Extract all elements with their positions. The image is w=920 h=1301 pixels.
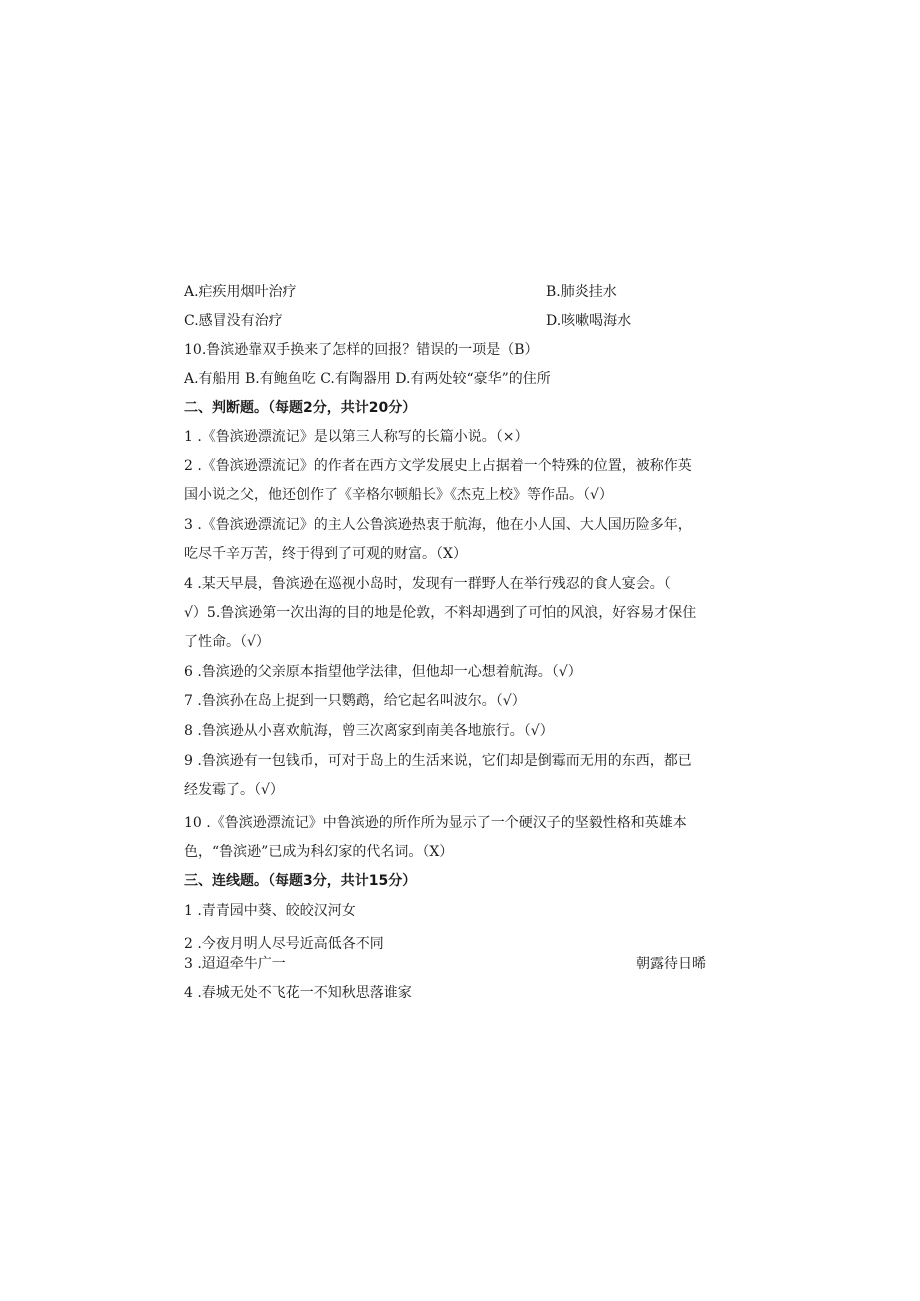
judge-line: 1 .《鲁滨逊漂流记》是以第三人称写的长篇小说。（×） xyxy=(184,429,529,445)
judge-line: 8 .鲁滨逊从小喜欢航海，曾三次离家到南美各地旅行。（√） xyxy=(184,723,554,739)
q9-option-b: B.肺炎挂水 xyxy=(546,284,617,300)
q9-option-d: D.咳嗽喝海水 xyxy=(546,313,632,329)
judge-line: 2 .《鲁滨逊漂流记》的作者在西方文学发展史上占据着一个特殊的位置，被称作英 xyxy=(184,458,692,474)
q9-option-c: C.感冒没有治疗 xyxy=(184,313,283,329)
match-line: 4 .春城无处不飞花一不知秋思落谁家 xyxy=(184,985,412,1001)
q9-option-a: A.疟疾用烟叶治疗 xyxy=(184,284,297,300)
match-left-item: 3 .迢迢牵牛广一 xyxy=(184,956,286,972)
judge-line: √）5.鲁滨逊第一次出海的目的地是伦敦，不料却遇到了可怕的风浪，好容易才保住 xyxy=(184,605,697,621)
judge-line: 经发霉了。（√） xyxy=(184,782,284,798)
section3-title: 三、连线题。（每题3分，共计15分） xyxy=(184,873,417,889)
q10-options: A.有船用 B.有鲍鱼吃 C.有陶器用 D.有两处较“豪华”的住所 xyxy=(184,371,551,387)
judge-line: 了性命。（√） xyxy=(184,634,270,650)
judge-line: 6 .鲁滨逊的父亲原本指望他学法律，但他却一心想着航海。（√） xyxy=(184,664,582,680)
match-right-item: 朝露待日晞 xyxy=(636,956,706,972)
judge-line: 7 .鲁滨孙在岛上捉到一只鹦鹉，给它起名叫波尔。（√） xyxy=(184,693,526,709)
match-line-3 xyxy=(184,954,744,974)
judge-line: 国小说之父，他还创作了《辛格尔顿船长》《杰克上校》等作品。（√） xyxy=(184,487,613,503)
match-line: 1 .青青园中葵、皎皎汉河女 xyxy=(184,903,356,919)
section2-title: 二、判断题。（每题2分，共计20分） xyxy=(184,400,417,416)
judge-line: 9 .鲁滨逊有一包钱币，可对于岛上的生活来说，它们却是倒霉而无用的东西，都已 xyxy=(184,753,692,769)
judge-line: 色，“鲁滨逊”已成为科幻家的代名词。（X） xyxy=(184,844,454,860)
judge-line: 吃尽千辛万苦，终于得到了可观的财富。（X） xyxy=(184,546,467,562)
judge-line: 4 .某天早晨，鲁滨逊在巡视小岛时，发现有一群野人在举行残忍的食人宴会。（ xyxy=(184,576,671,592)
judge-line: 10 .《鲁滨逊漂流记》中鲁滨逊的所作所为显示了一个硬汉子的坚毅性格和英雄本 xyxy=(184,815,687,831)
q9-options-row-2 xyxy=(184,311,744,331)
q10-stem: 10.鲁滨逊靠双手换来了怎样的回报？错误的一项是（B） xyxy=(184,342,539,358)
match-line: 2 .今夜月明人尽号近高低各不同 xyxy=(184,936,384,952)
judge-line: 3 .《鲁滨逊漂流记》的主人公鲁滨逊热衷于航海，他在小人国、大人国历险多年， xyxy=(184,517,692,533)
q9-options-row-1 xyxy=(184,282,744,302)
